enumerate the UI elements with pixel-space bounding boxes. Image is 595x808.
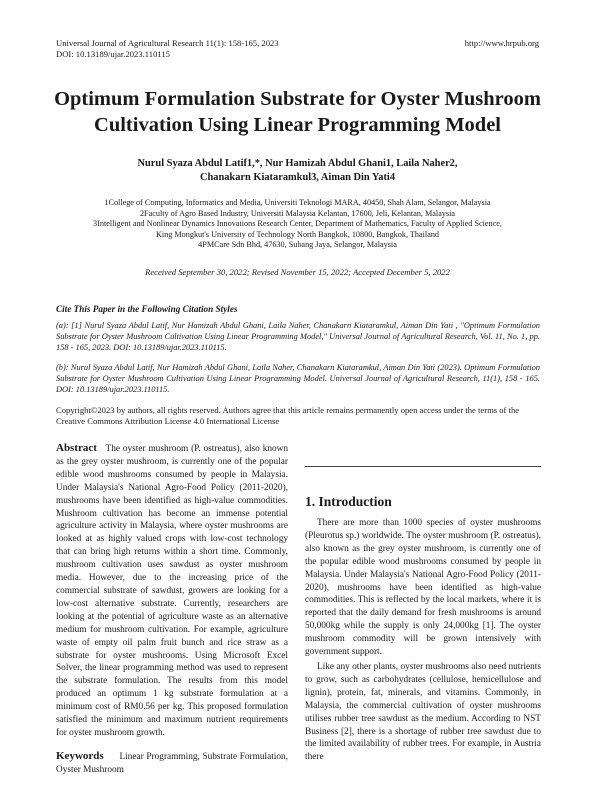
- keywords-divider: [305, 466, 541, 467]
- citation-style-b: (b): Nurul Syaza Abdul Latif, Nur Hamizah Abdul Ghani, Laila Naher, Chanakarn Kiataramkul, Aiman Din Yati (2023). Optimum Formulation Substrate for Oyster Mushroom Cultivation Using Linear Programming Model. Universal Journal of Agricultural Research, 11(1), 158 - 165. DOI: 10.13189/ujar.2023.110115.: [56, 363, 540, 394]
- title-line-1: Optimum Formulation Substrate for Oyster Mushroom: [54, 88, 541, 110]
- affiliation-3: 3Intelligent and Nonlinear Dynamics Innovations Research Center, Department of Mathematics, Faculty of Applied Science,: [93, 219, 502, 229]
- abstract-section: [56, 442, 288, 777]
- citation-heading: Cite This Paper in the Following Citation Styles: [56, 304, 238, 314]
- abstract-text: The oyster mushroom (P. ostreatus), also known as the grey oyster mushroom, is currently one of the popular edible wood mushrooms consumed by people in Malaysia. Under Malaysia's National Agro-Food Policy (2011-2020), mushrooms have been identified as high-value commodities. Mushroom cultivation has become an immense potential agriculture activity in Malaysia, where oyster mushrooms are looked at as highly valued crops with low-cost technology that can bring high returns within a short time. Commonly, mushroom cultivation uses sawdust as oyster mushroom media. However, due to the increasing price of the commercial substrate of sawdust, growers are looking for a low-cost alternative substrate. Currently, researchers are looking at the potential of agriculture waste as an alternative medium for mushroom cultivation. For example, agriculture waste of empty oil palm fruit bunch and rice straw as a substrate for oyster mushrooms. Using Microsoft Excel Solver, the linear programming method was used to represent the substrate formulation. The results from this model produced an optimum 1 kg substrate formulation at a minimum cost of RM0.56 per kg. This proposed formulation satisfied the minimum and maximum nutrient requirements for oyster mushroom growth.: [56, 444, 288, 738]
- paper-title: [40, 86, 555, 138]
- intro-paragraph-2: Like any other plants, oyster mushrooms also need nutrients to grow, such as carbohydrates (cellulose, hemicellulose and lignin), protein, fat, minerals, and vitamins. Commonly, in Malaysia, the commercial cultivation of oyster mushrooms utilises rubber tree sawdust as the medium. According to NST Business [2], there is a shortage of rubber tree sawdust due to the limited availability of rubber trees. For example, in Austria there: [305, 661, 541, 763]
- affiliation-1: 1College of Computing, Informatics and Media, Universiti Teknologi MARA, 40450, Shah Alam, Selangor, Malaysia: [104, 198, 491, 207]
- doi: DOI: 10.13189/ujar.2023.110115: [56, 49, 170, 59]
- authors-line-1: Nurul Syaza Abdul Latif1,*, Nur Hamizah Abdul Ghani1, Laila Naher2,: [137, 158, 458, 169]
- journal-name: Universal Journal of Agricultural Research 11(1): 158-165, 2023: [56, 38, 279, 48]
- authors: [40, 157, 555, 185]
- keywords-label: Keywords: [56, 749, 104, 762]
- intro-paragraph-1: There are more than 1000 species of oyster mushrooms (Pleurotus sp.) worldwide. The oyster mushroom (P. ostreatus), also known as the grey oyster mushroom, is currently one of the popular edible wood mushrooms consumed by people in Malaysia. Under Malaysia's National Agro-Food Policy (2011-2020), mushrooms have been identified as high-value commodities. This is reflected by the local markets, where it is reported that the daily demand for fresh mushrooms is around 50,000kg while the supply is only 24,000kg [1]. The oyster mushroom commodity will be grown intensively with government support.: [305, 518, 541, 658]
- affiliation-3-cont: King Mongkut's University of Technology North Bangkok, 10800, Bangkok, Thailand: [155, 229, 440, 239]
- copyright-notice: Copyright©2023 by authors, all rights reserved. Authors agree that this article remains permanently open access under the terms of the Creative Commons Attribution License 4.0 International License: [56, 405, 520, 426]
- affiliations: [40, 198, 555, 251]
- journal-citation: [56, 38, 279, 60]
- abstract-label: Abstract: [56, 442, 97, 454]
- authors-line-2: Chanakarn Kiataramkul3, Aiman Din Yati4: [199, 172, 396, 183]
- citation-style-a: (a): [1] Nurul Syaza Abdul Latif, Nur Hamizah Abdul Ghani, Laila Naher, Chanakarn Kiataramkul, Aiman Din Yati , "Optimum Formulation Substrate for Oyster Mushroom Cultivation Using Linear Programming Model," Universal Journal of Agricultural Research, Vol. 11, No. 1, pp. 158 - 165, 2023. DOI: 10.13189/ujar.2023.110115.: [56, 321, 540, 352]
- introduction-body: [305, 517, 541, 764]
- journal-url[interactable]: http://www.hrpub.org: [464, 38, 539, 48]
- submission-dates: Received September 30, 2022; Revised November 15, 2022; Accepted December 5, 2022: [145, 267, 450, 277]
- keywords-text: Linear Programming, Substrate Formulation, Oyster Mushroom: [56, 751, 288, 775]
- affiliation-2: 2Faculty of Agro Based Industry, Universiti Malaysia Kelantan, 17600, Jeli, Kelantan, Malaysia: [139, 208, 456, 218]
- title-line-2: Cultivation Using Linear Programming Model: [94, 114, 501, 136]
- affiliation-4: 4PMCare Sdn Bhd, 47630, Subang Jaya, Selangor, Malaysia: [198, 240, 397, 250]
- section-heading-introduction: 1. Introduction: [305, 494, 392, 509]
